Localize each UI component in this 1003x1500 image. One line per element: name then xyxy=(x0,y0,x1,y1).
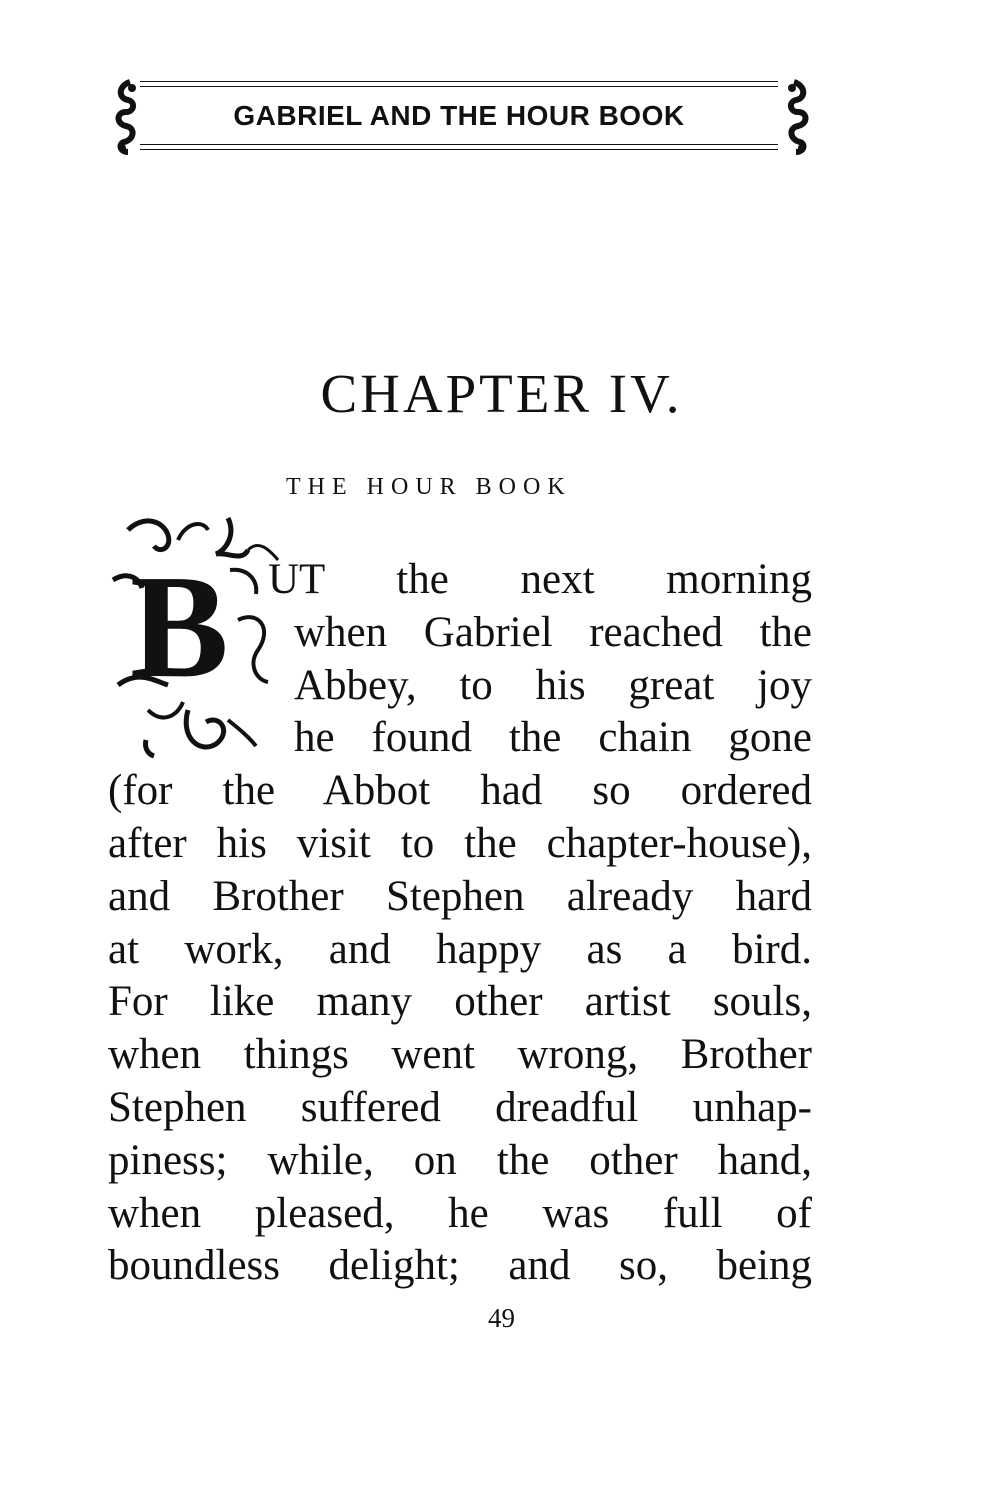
text-line: For like many other artist souls, xyxy=(108,978,812,1026)
body-text xyxy=(108,554,812,1293)
text-line: (for the Abbot had so ordered xyxy=(108,767,812,815)
header-rule-top-2 xyxy=(140,86,778,87)
running-head xyxy=(112,78,812,158)
text-line: after his visit to the chapter-house), xyxy=(108,819,812,867)
header-rule-bottom-1 xyxy=(140,144,778,145)
text-line: piness; while, on the other hand, xyxy=(108,1136,812,1184)
page-number: 49 xyxy=(488,1303,515,1333)
text-line: at work, and happy as a bird. xyxy=(108,925,812,973)
header-rule-top-1 xyxy=(140,81,778,82)
text-line: boundless delight; and so, being xyxy=(108,1242,812,1290)
text-line: when pleased, he was full of xyxy=(108,1189,812,1237)
text-line: Stephen suffered dreadful unhap- xyxy=(108,1083,812,1131)
text-line: when things went wrong, Brother xyxy=(108,1031,812,1079)
ornament-left-icon xyxy=(112,78,142,156)
chapter-title: CHAPTER IV. xyxy=(320,363,683,424)
text-line: when Gabriel reached the xyxy=(294,608,812,656)
text-line: Abbey, to his great joy xyxy=(294,661,812,709)
text-line: UT the next morning xyxy=(268,556,812,603)
running-head-title: GABRIEL AND THE HOUR BOOK xyxy=(233,100,685,131)
drop-cap-letter: B xyxy=(130,545,229,709)
text-line: he found the chain gone xyxy=(294,714,812,762)
text-line: and Brother Stephen already hard xyxy=(108,872,812,920)
chapter-subtitle: THE HOUR BOOK xyxy=(286,474,572,500)
header-rule-bottom-2 xyxy=(140,149,778,150)
ornament-right-icon xyxy=(782,78,812,156)
